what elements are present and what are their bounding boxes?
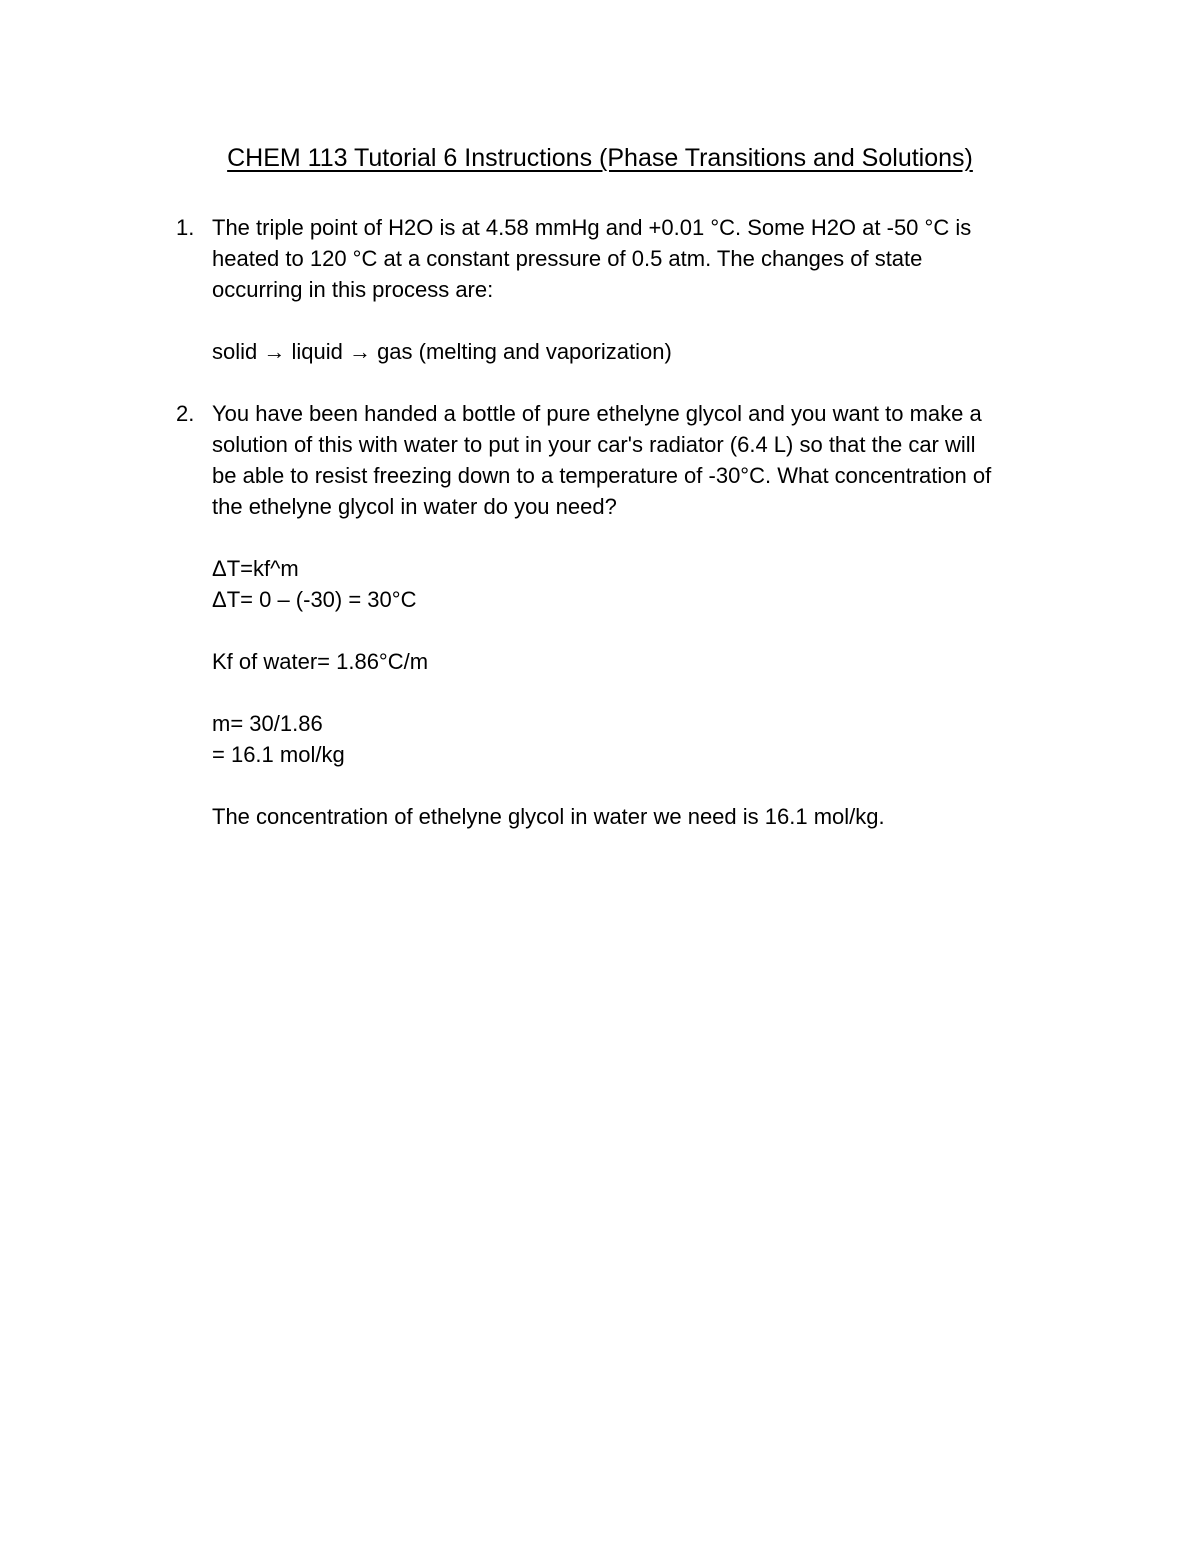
question-text-line: occurring in this process are: [212, 277, 494, 302]
formula-line: ΔT=kf^m [212, 556, 299, 581]
question-number: 1. [176, 215, 195, 240]
answer-line: solid → liquid → gas (melting and vaporization) [212, 339, 672, 364]
question-text-line: You have been handed a bottle of pure ethelyne glycol and you want to make a [212, 401, 982, 426]
molality-calc-line: m= 30/1.86 [212, 711, 323, 736]
kf-line: Kf of water= 1.86°C/m [212, 649, 429, 674]
question-text-line: be able to resist freezing down to a temperature of -30°C. What concentration of [212, 463, 992, 488]
question-text-line: solution of this with water to put in your car's radiator (6.4 L) so that the car will [212, 432, 976, 457]
question-body [212, 398, 1072, 832]
question-number: 2. [176, 401, 195, 426]
delta-t-line: ΔT= 0 – (-30) = 30°C [212, 587, 417, 612]
spacer [212, 677, 1072, 708]
spacer [212, 615, 1072, 646]
conclusion-line: The concentration of ethelyne glycol in water we need is 16.1 mol/kg. [212, 804, 885, 829]
question-text-line: the ethelyne glycol in water do you need? [212, 494, 617, 519]
page-title: CHEM 113 Tutorial 6 Instructions (Phase Transitions and Solutions) [227, 144, 973, 172]
spacer [212, 305, 1072, 336]
spacer [212, 522, 1072, 553]
molality-result-line: = 16.1 mol/kg [212, 742, 345, 767]
question-body [212, 212, 1072, 367]
question-text-line: The triple point of H2O is at 4.58 mmHg and +0.01 °C. Some H2O at -50 °C is [212, 215, 972, 240]
spacer [212, 770, 1072, 801]
question-text-line: heated to 120 °C at a constant pressure of 0.5 atm. The changes of state [212, 246, 923, 271]
